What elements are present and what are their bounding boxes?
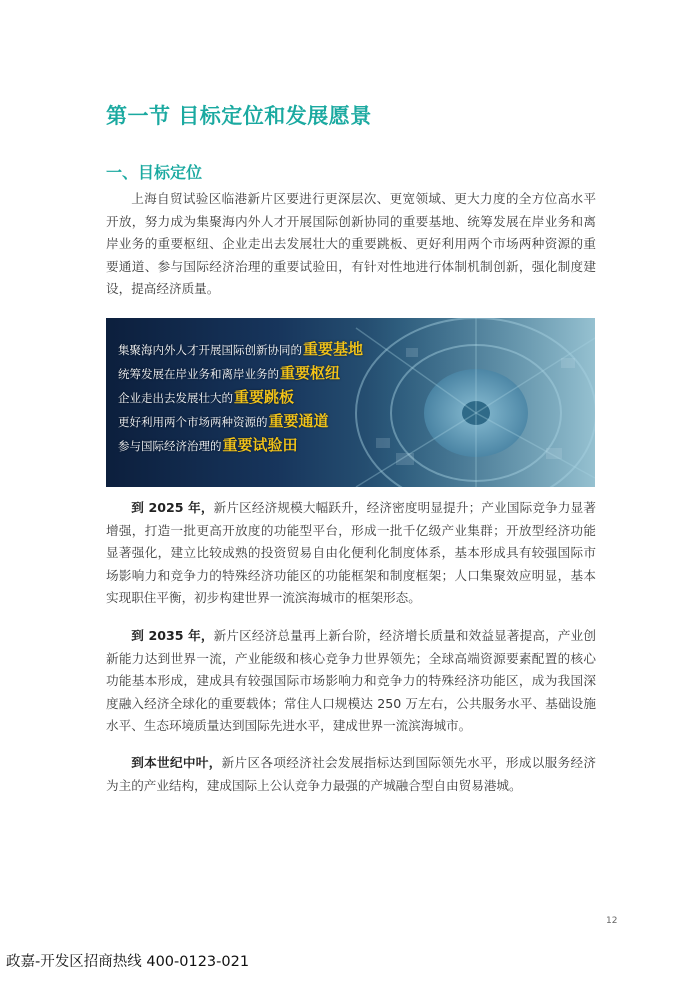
- banner-image: [106, 318, 595, 487]
- banner-highlight: 重要通道: [268, 412, 329, 430]
- banner-line: [118, 362, 363, 386]
- goal-2035-text: 新片区经济总量再上新台阶，经济增长质量和效益显著提高，产业创新能力达到世界一流，产业能级和核心竞争力世界领先；全球高端资源要素配置的核心功能基本形成，建成具有较强国际市场影响力和竞争力的特殊经济功能区，成为我国深度融入经济全球化的重要载体；常住人口规模达 250 万左右，公共服务水平、基础设施水平、生态环境质量达到国际先进水平，建成世界一流滨海城市。: [106, 628, 597, 734]
- banner-highlight: 重要试验田: [222, 436, 298, 454]
- banner-line: [118, 410, 363, 434]
- banner-line: [118, 338, 363, 362]
- intro-paragraph: 上海自贸试验区临港新片区要进行更深层次、更宽领域、更大力度的全方位高水平开放，努力成为集聚海内外人才开展国际创新协同的重要基地、统筹发展在岸业务和离岸业务的重要枢纽、企业走出去发展壮大的重要跳板、更好利用两个市场两种资源的重要通道、参与国际经济治理的重要试验田，有针对性地进行体制机制创新，强化制度建设，提高经济质量。: [106, 191, 596, 297]
- banner-highlight: 重要基地: [303, 340, 364, 358]
- banner-line-text: 更好利用两个市场两种资源的: [118, 415, 268, 429]
- banner-highlight: 重要跳板: [234, 388, 295, 406]
- banner-line: [118, 386, 363, 410]
- goal-2025-paragraph: [106, 497, 596, 610]
- goal-2035-lead: 到 2035 年，: [131, 628, 214, 643]
- banner-line: [118, 434, 363, 458]
- banner-line-text: 参与国际经济治理的: [118, 439, 222, 453]
- section-title: 第一节 目标定位和发展愿景: [106, 104, 372, 128]
- banner-line-text: 集聚海内外人才开展国际创新协同的: [118, 343, 302, 357]
- goal-2025-lead: 到 2025 年，: [131, 500, 214, 515]
- banner-text-block: [118, 338, 363, 458]
- goal-midcentury-text: 新片区各项经济社会发展指标达到国际领先水平，形成以服务经济为主的产业结构，建成国际上公认竞争力最强的产城融合型自由贸易港城。: [106, 755, 597, 793]
- goal-2025-text: 新片区经济规模大幅跃升，经济密度明显提升；产业国际竞争力显著增强，打造一批更高开放度的功能型平台，形成一批千亿级产业集群；开放型经济功能显著强化，建立比较成熟的投资贸易自由化便利化制度体系，基本形成具有较强国际市场影响力和竞争力的特殊经济功能区的功能框架和制度框架；人口集聚效应明显，基本实现职住平衡，初步构建世界一流滨海城市的框架形态。: [106, 500, 597, 606]
- banner-line-text: 统筹发展在岸业务和离岸业务的: [118, 367, 279, 381]
- goal-midcentury-lead: 到本世纪中叶，: [131, 755, 222, 770]
- banner-line-text: 企业走出去发展壮大的: [118, 391, 233, 405]
- banner-highlight: 重要枢纽: [280, 364, 341, 382]
- page-number: 12: [606, 916, 618, 926]
- goal-2035-paragraph: [106, 625, 596, 738]
- goal-midcentury-paragraph: [106, 752, 596, 797]
- footer-hotline: 政嘉-开发区招商热线 400-0123-021: [6, 954, 250, 970]
- subsection-title: 一、目标定位: [106, 163, 203, 182]
